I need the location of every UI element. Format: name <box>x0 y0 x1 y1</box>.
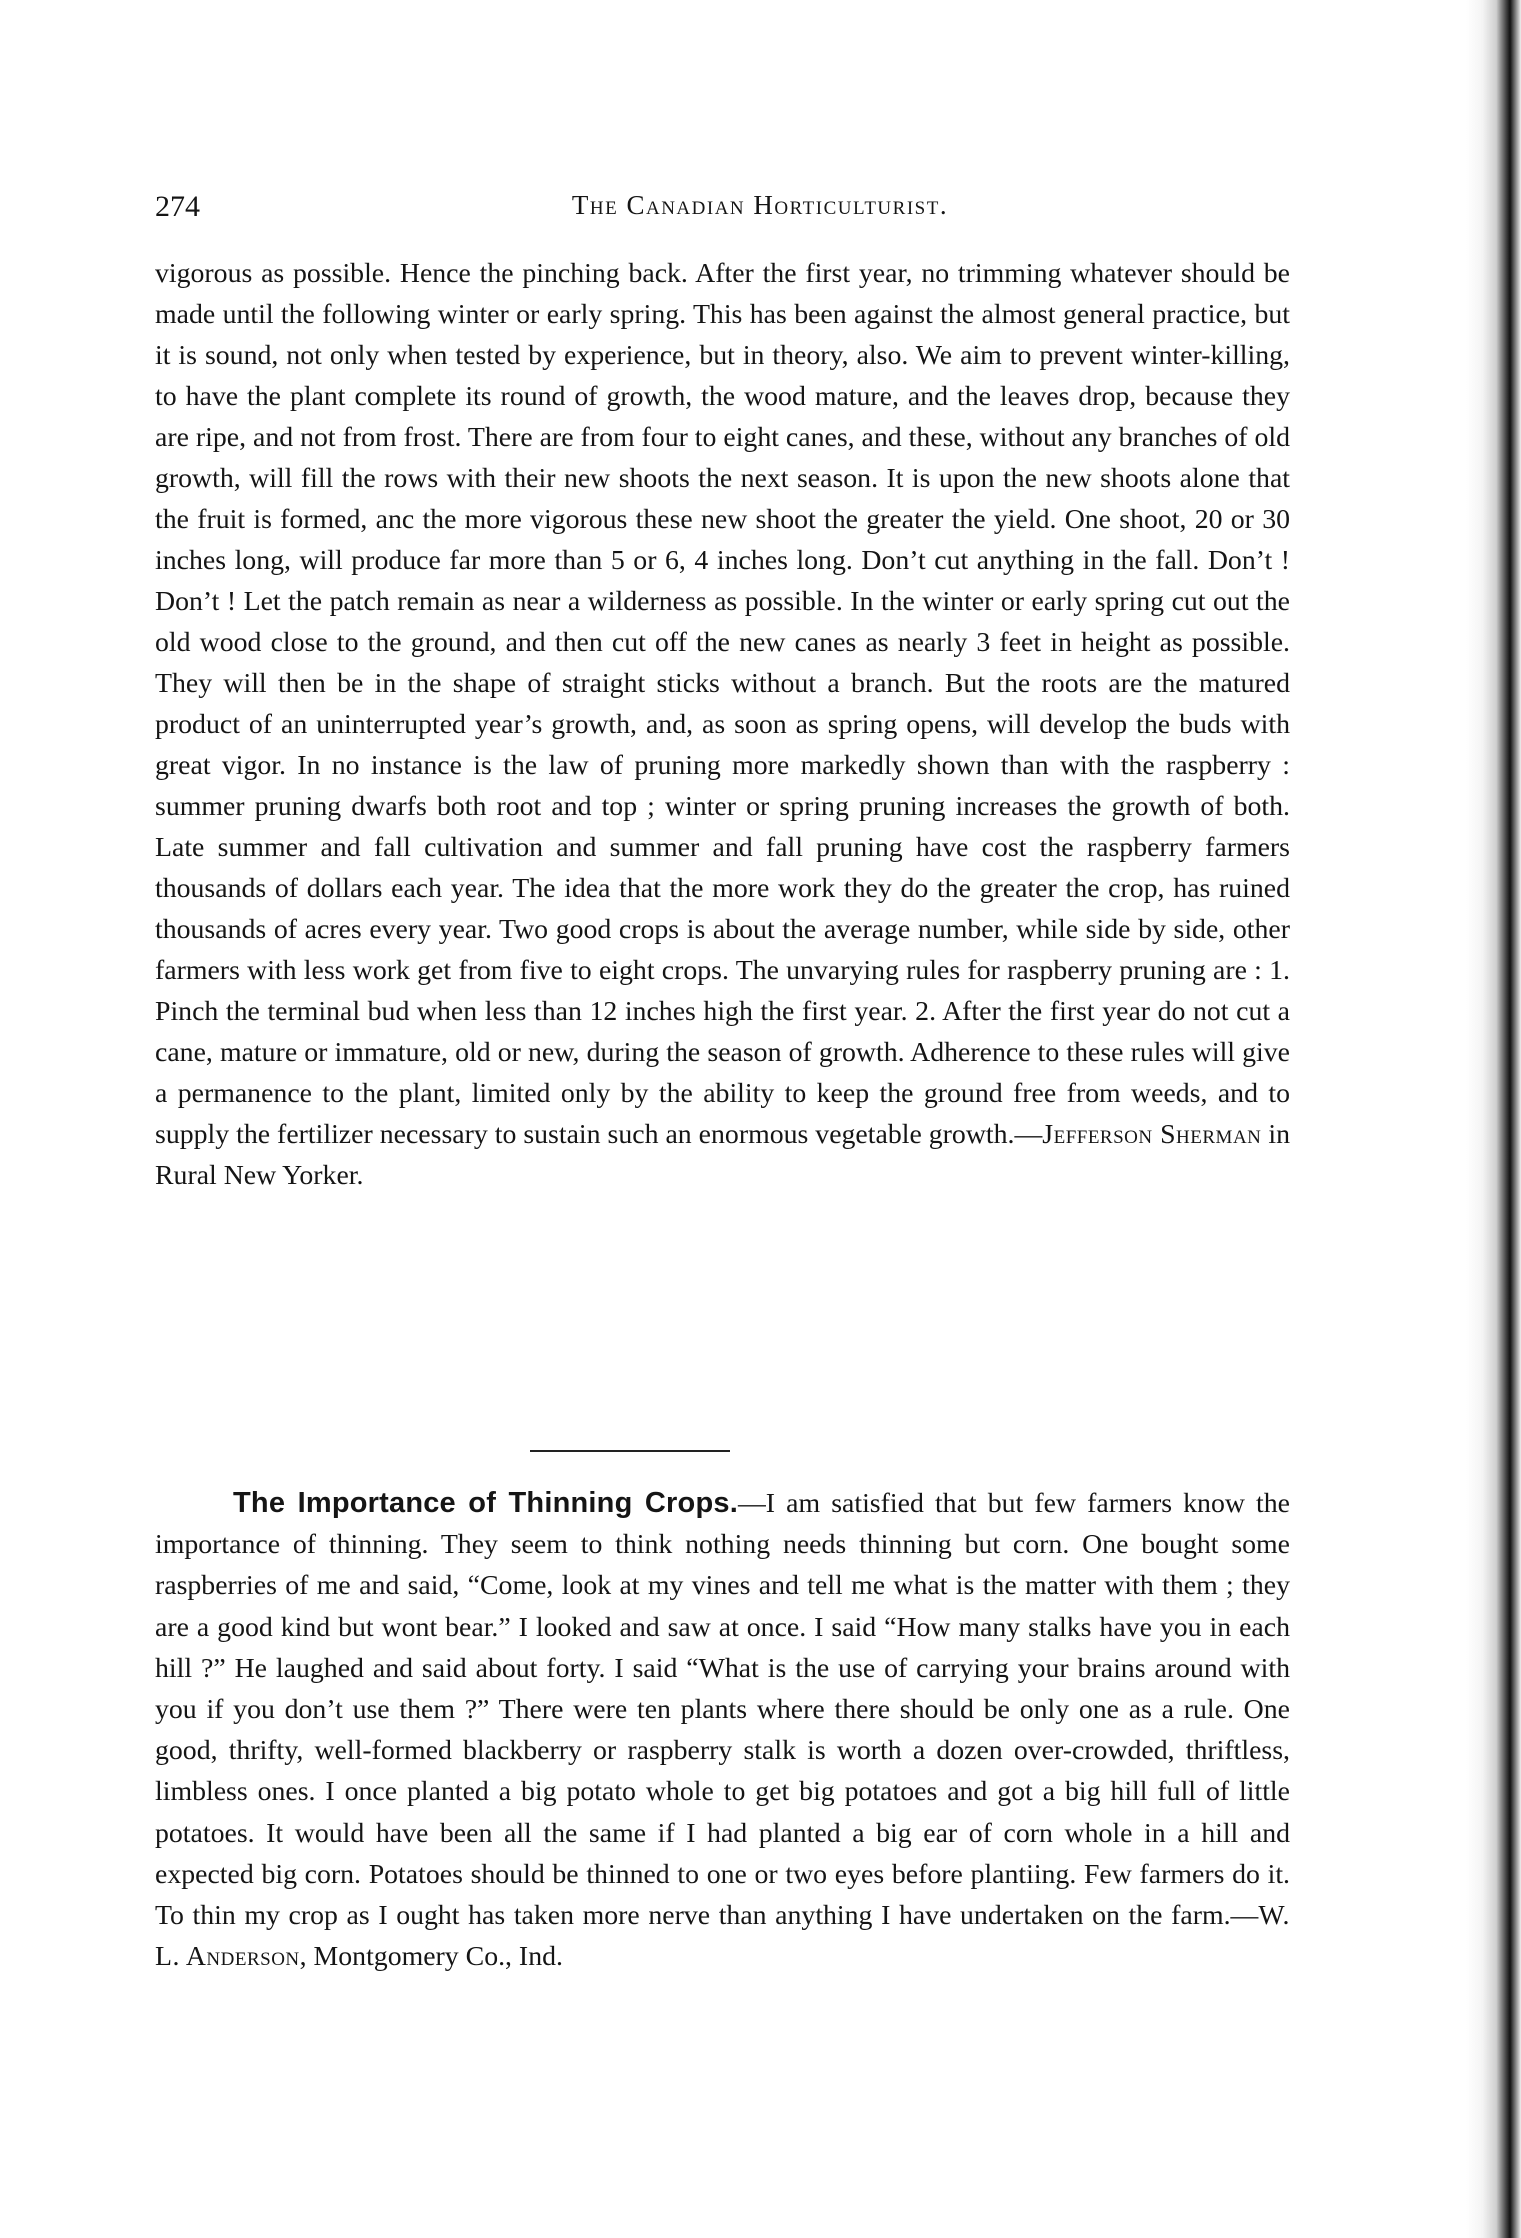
article-raspberry-pruning <box>155 253 1290 1196</box>
article-one-author: Jefferson Sherman <box>1042 1119 1262 1150</box>
section-divider <box>530 1450 730 1452</box>
running-head <box>155 190 1285 230</box>
article-one-body: vigorous as possible. Hence the pinching back. After the first year, no trimming whatever should be made until the following winter or early spring. This has been against the almost general practice, but it is sound, not only when tested by experience, but in theory, also. We aim to prevent winter-killing, to have the plant complete its round of growth, the wood mature, and the leaves drop, because they are ripe, and not from frost. There are from four to eight canes, and these, without any branches of old growth, will fill the rows with their new shoots the next season. It is upon the new shoots alone that the fruit is formed, anc the more vigorous these new shoot the greater the yield. One shoot, 20 or 30 inches long, will produce far more than 5 or 6, 4 inches long. Don’t cut anything in the fall. Don’t ! Don’t ! Let the patch remain as near a wilderness as possible. In the winter or early spring cut out the old wood close to the ground, and then cut off the new canes as nearly 3 feet in height as possible. They will then be in the shape of straight sticks without a branch. But the roots are the matured product of an uninterrupted year’s growth, and, as soon as spring opens, will develop the buds with great vigor. In no instance is the law of pruning more markedly shown than with the raspberry : summer pruning dwarfs both root and top ; winter or spring pruning increases the growth of both. Late summer and fall cultivation and summer and fall pruning have cost the raspberry farmers thousands of dollars each year. The idea that the more work they do the greater the crop, has ruined thousands of acres every year. Two good crops is about the average number, while side by side, other farmers with less work get from five to eight crops. The unvarying rules for raspberry pruning are : 1. Pinch the terminal bud when less than 12 inches high the first year. 2. After the first year do not cut a cane, mature or immature, old or new, during the season of growth. Adherence to these rules will give a permanence to the plant, limited only by the ability to keep the ground free from weeds, and to supply the fertilizer necessary to sustain such an enormous vegetable growth.— <box>155 258 1290 1150</box>
article-one-source: in Rural New Yorker. <box>155 1119 1290 1191</box>
article-two-body: —I am satisfied that but few farmers know the importance of thinning. They seem to think nothing needs thinning but corn. One bought some raspberries of me and said, “Come, look at my vines and tell me what is the matter with them ; they are a good kind but wont bear.” I looked and saw at once. I said “How many stalks have you in each hill ?” He laughed and said about forty. I said “What is the use of carrying your brains around with you if you don’t use them ?” There were ten plants where there should be only one as a rule. One good, thrifty, well-formed blackberry or raspberry stalk is worth a dozen over-crowded, thriftless, limbless ones. I once planted a big potato whole to get big potatoes and got a big hill full of little potatoes. It would have been all the same if I had planted a big ear of corn whole in a hill and expected big corn. Potatoes should be thinned to one or two eyes before plantiing. Few farmers do it. To thin my crop as I ought has taken more nerve than anything I have undertaken on the farm.— <box>155 1488 1290 1932</box>
page-binding-edge <box>1466 0 1521 2238</box>
article-thinning-crops <box>155 1483 1290 1977</box>
article-two-heading: The Importance of Thinning Crops. <box>233 1487 738 1519</box>
article-two-source: , Montgomery Co., Ind. <box>299 1941 563 1973</box>
article-two-author: W. L. Anderson <box>155 1900 1290 1973</box>
page-number: 274 <box>155 190 200 223</box>
journal-title: The Canadian Horticulturist. <box>571 190 949 220</box>
